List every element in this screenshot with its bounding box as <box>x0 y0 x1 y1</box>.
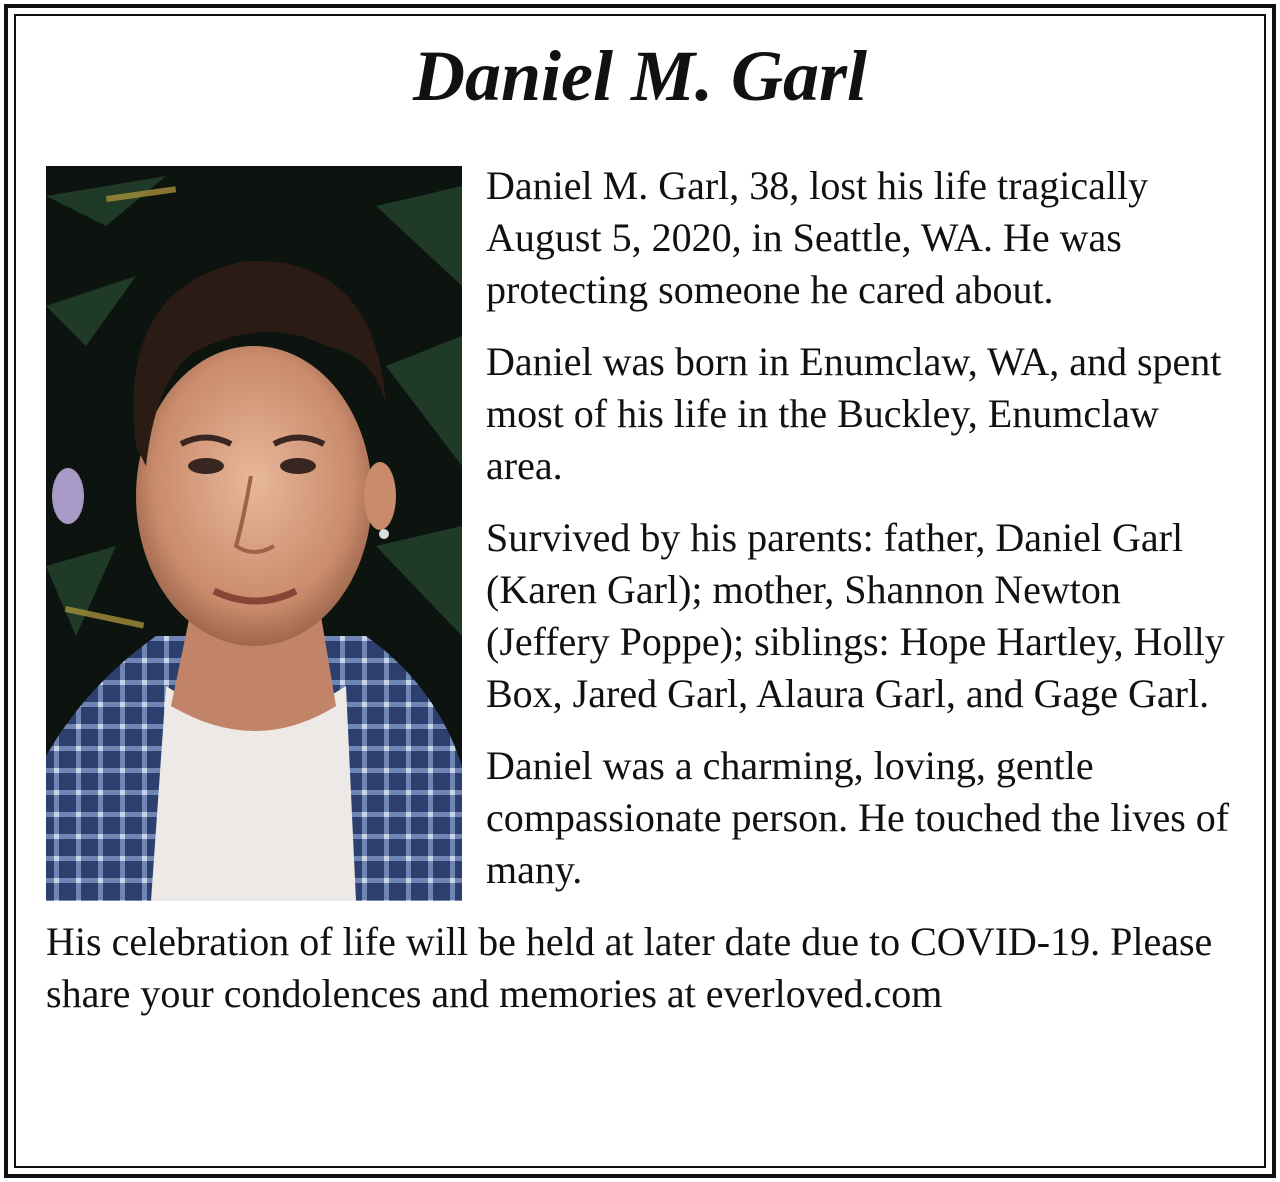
paragraph-intro: Daniel M. Garl, 38, lost his life tragically August 5, 2020, in Seattle, WA. He was protecting someone he cared about. <box>486 163 1149 312</box>
obituary-body <box>46 160 1236 1020</box>
paragraph-survived-by: Survived by his parents: father, Daniel Garl (Karen Garl); mother, Shannon Newton (Jeffery Poppe); siblings: Hope Hartley, Holly Box, Jared Garl, Alaura Garl, and Gage Garl. <box>486 515 1225 716</box>
paragraph-birth: Daniel was born in Enumclaw, WA, and spent most of his life in the Buckley, Enumclaw area. <box>486 339 1222 488</box>
paragraph-celebration: His celebration of life will be held at later date due to COVID-19. Please share your condolences and memories at everloved.com <box>46 919 1213 1016</box>
photo-spacer <box>46 160 486 902</box>
obituary-title: Daniel M. Garl <box>412 36 868 116</box>
paragraph-character: Daniel was a charming, loving, gentle compassionate person. He touched the lives of many. <box>486 743 1230 892</box>
